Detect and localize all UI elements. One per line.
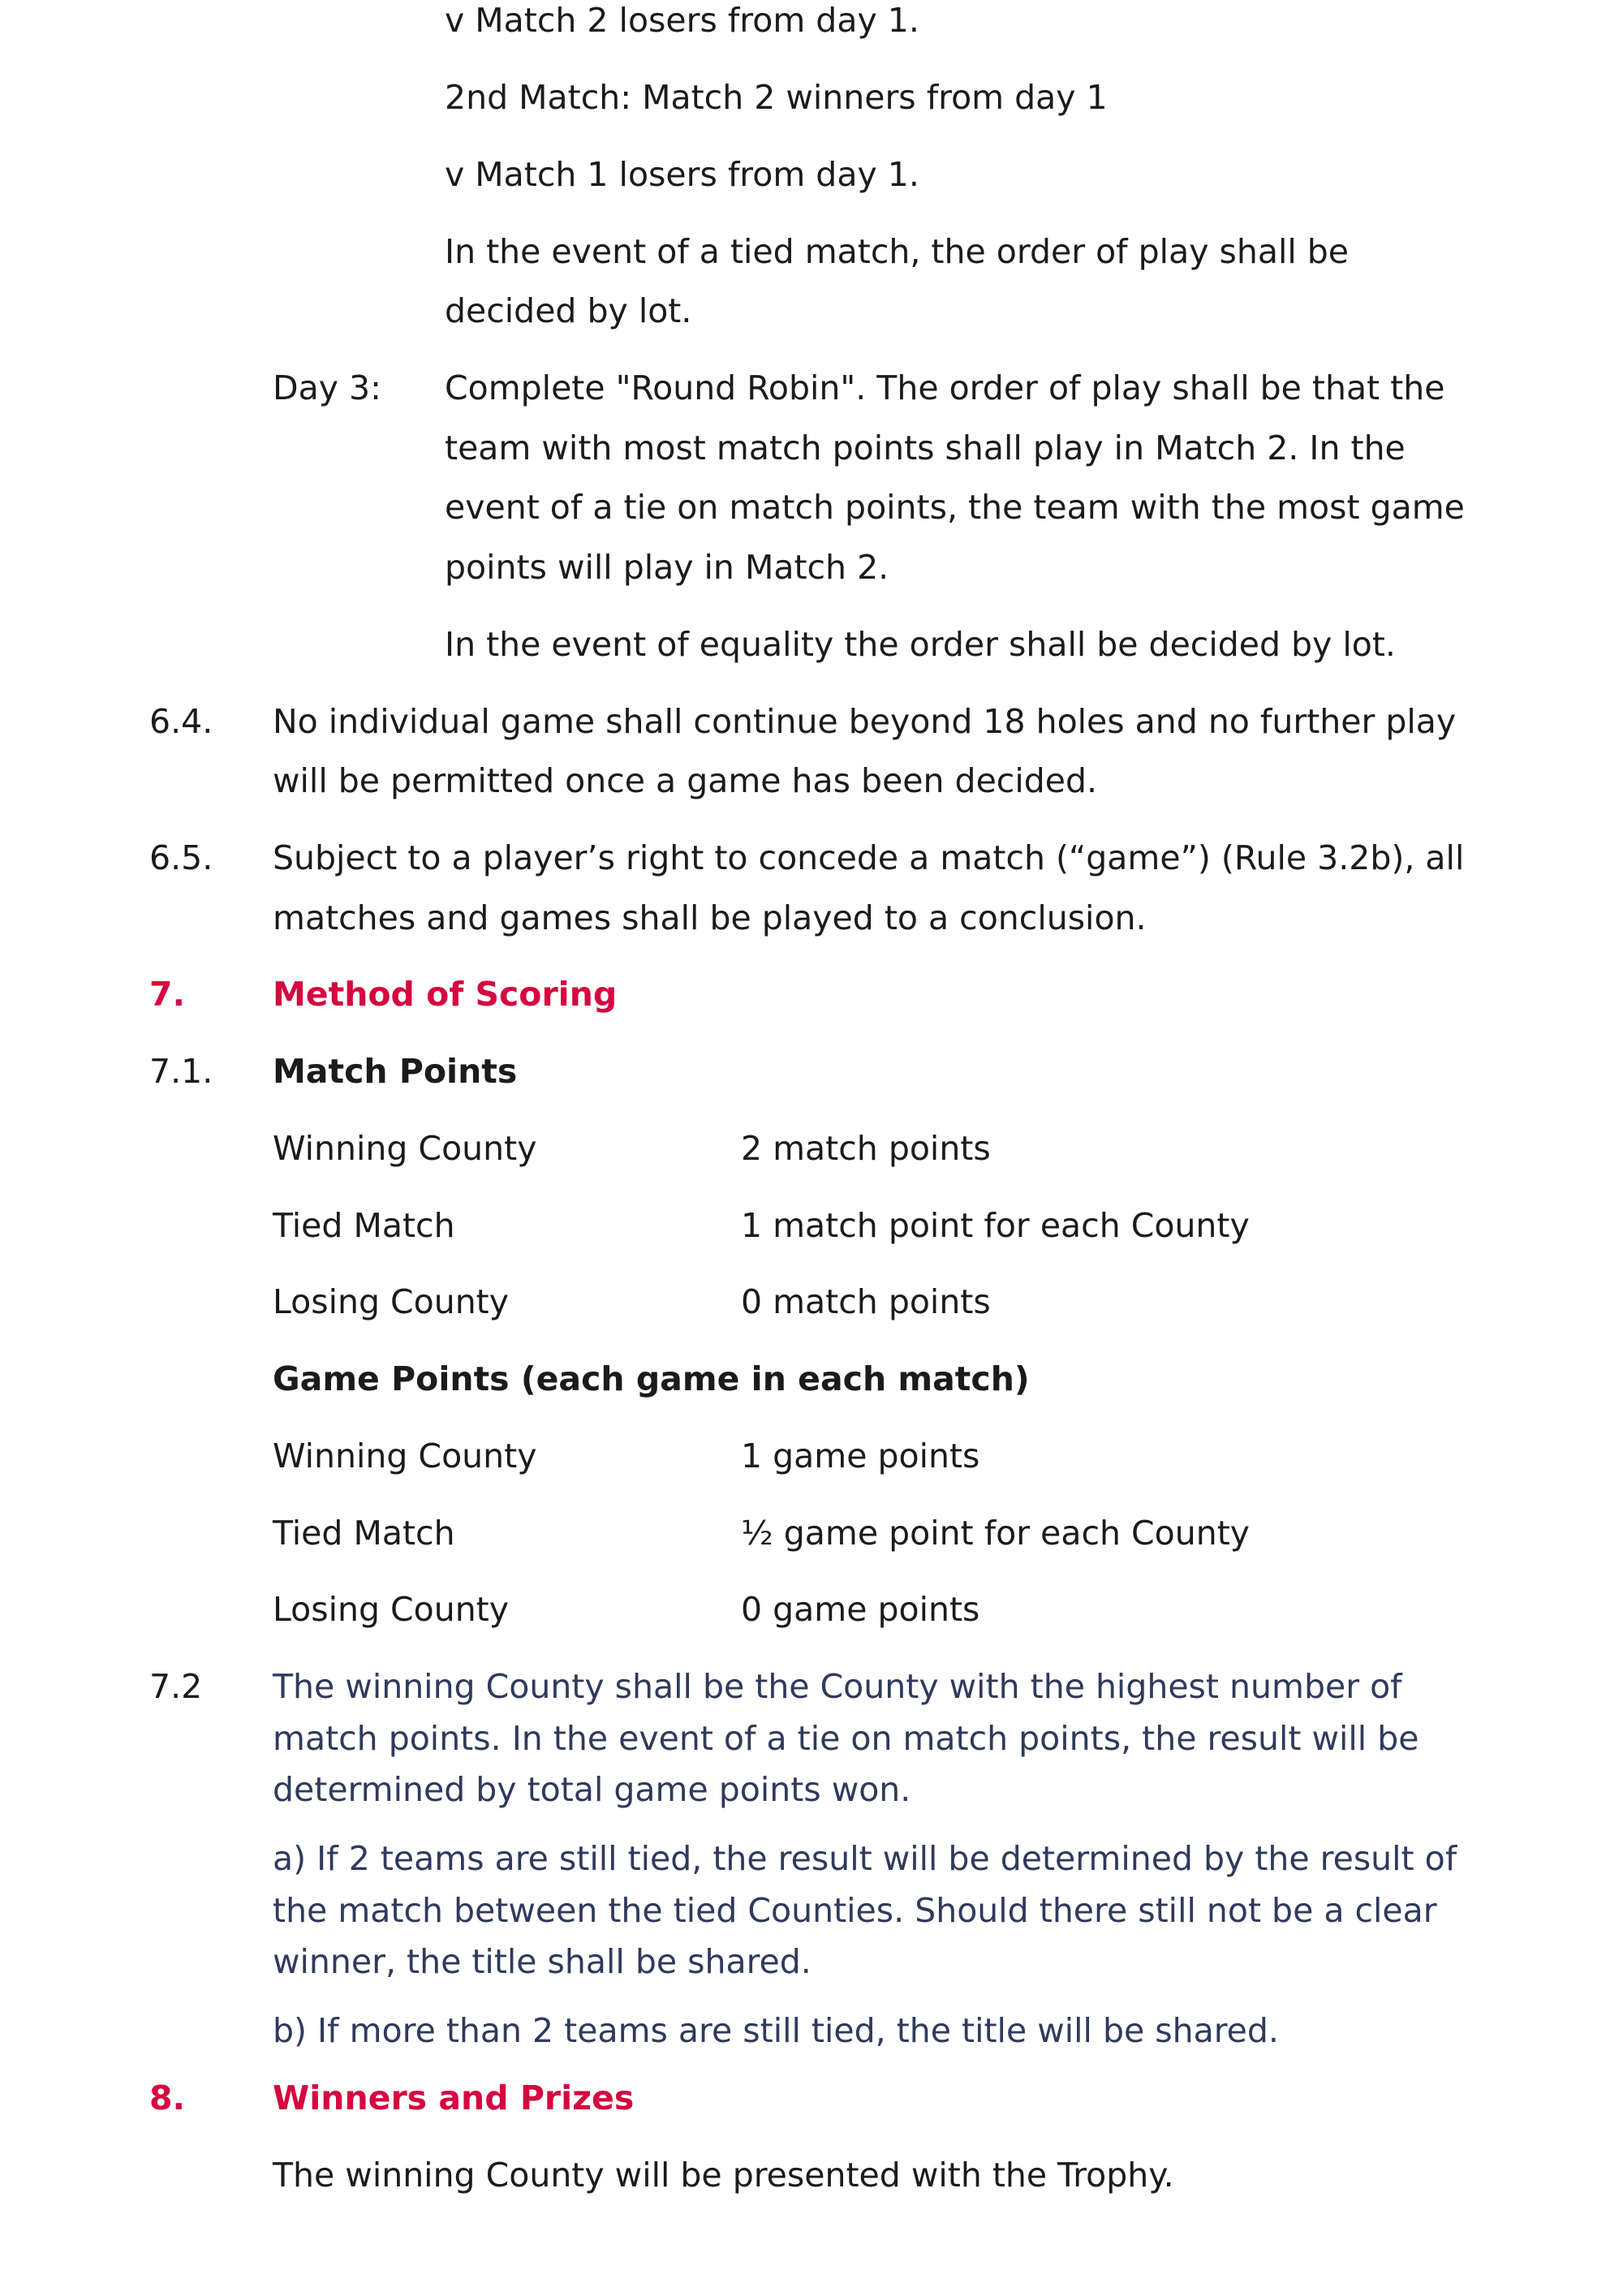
- score-value: 1 match point for each County: [741, 1206, 1250, 1245]
- day2-line: v Match 2 losers from day 1.: [445, 1, 919, 40]
- day2-tie-text: decided by lot.: [445, 291, 692, 330]
- clause-6-4-text: will be permitted once a game has been decided.: [273, 761, 1098, 800]
- clause-7-2-a-text: winner, the title shall be shared.: [273, 1942, 812, 1981]
- score-value: 0 game points: [741, 1590, 980, 1629]
- clause-7-2-text: The winning County shall be the County with the highest number of: [273, 1667, 1402, 1706]
- score-label: Tied Match: [273, 1206, 455, 1245]
- day3-text: event of a tie on match points, the team with the most game: [445, 488, 1465, 527]
- clause-6-4-text: No individual game shall continue beyond 18 holes and no further play: [273, 702, 1457, 741]
- score-label: Tied Match: [273, 1514, 455, 1553]
- section-heading: Method of Scoring: [273, 975, 618, 1014]
- score-value: 2 match points: [741, 1129, 991, 1168]
- score-value: ½ game point for each County: [741, 1514, 1251, 1553]
- clause-number: 7.2: [149, 1667, 203, 1706]
- score-label: Winning County: [273, 1437, 537, 1475]
- day3-label: Day 3:: [273, 368, 381, 407]
- day2-tie-text: In the event of a tied match, the order of play shall be: [445, 232, 1350, 271]
- subsection-heading: Game Points (each game in each match): [273, 1359, 1030, 1398]
- clause-number: 6.4.: [149, 702, 213, 741]
- section-heading: Winners and Prizes: [273, 2078, 635, 2117]
- clause-number: 7.1.: [149, 1052, 213, 1091]
- section-number: 8.: [149, 2078, 186, 2117]
- score-label: Winning County: [273, 1129, 537, 1168]
- subsection-heading: Match Points: [273, 1052, 518, 1091]
- clause-7-2-text: determined by total game points won.: [273, 1770, 911, 1809]
- score-label: Losing County: [273, 1590, 510, 1629]
- clause-6-5-text: Subject to a player’s right to concede a match (“game”) (Rule 3.2b), all: [273, 838, 1465, 877]
- clause-7-2-a-text: the match between the tied Counties. Should there still not be a clear: [273, 1891, 1437, 1930]
- clause-number: 6.5.: [149, 838, 213, 877]
- clause-7-2-b-text: b) If more than 2 teams are still tied, the title will be shared.: [273, 2011, 1279, 2050]
- day2-line: v Match 1 losers from day 1.: [445, 155, 919, 194]
- day3-equality-text: In the event of equality the order shall be decided by lot.: [445, 625, 1396, 664]
- day3-text: team with most match points shall play in Match 2. In the: [445, 429, 1406, 467]
- day3-text: Complete "Round Robin". The order of play shall be that the: [445, 368, 1445, 407]
- clause-7-2-text: match points. In the event of a tie on match points, the result will be: [273, 1719, 1419, 1758]
- section-8-text: The winning County will be presented with the Trophy.: [273, 2156, 1174, 2195]
- score-label: Losing County: [273, 1282, 510, 1321]
- day3-text: points will play in Match 2.: [445, 548, 889, 587]
- day2-line: 2nd Match: Match 2 winners from day 1: [445, 78, 1108, 117]
- clause-7-2-a-text: a) If 2 teams are still tied, the result will be determined by the result of: [273, 1839, 1457, 1878]
- section-number: 7.: [149, 975, 186, 1014]
- clause-6-5-text: matches and games shall be played to a conclusion.: [273, 898, 1147, 937]
- score-value: 0 match points: [741, 1282, 991, 1321]
- score-value: 1 game points: [741, 1437, 980, 1475]
